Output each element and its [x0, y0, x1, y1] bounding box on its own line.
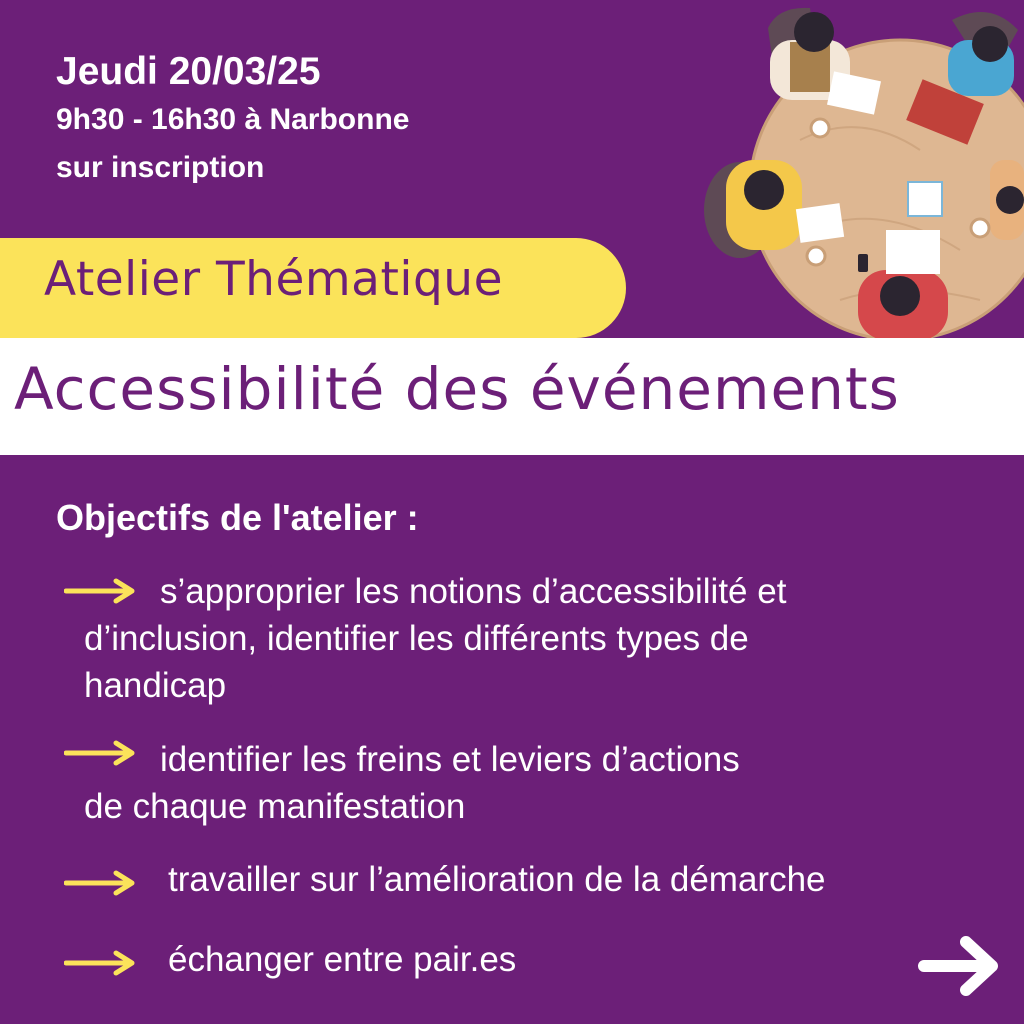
- right-arrow-icon: [64, 578, 142, 604]
- event-time-place: 9h30 - 16h30 à Narbonne: [56, 103, 410, 136]
- meeting-table-illustration: [690, 0, 1024, 372]
- event-info: [56, 48, 409, 192]
- right-arrow-icon: [64, 870, 142, 896]
- right-arrow-icon: [64, 740, 142, 766]
- objectives-heading: Objectifs de l'atelier :: [56, 497, 419, 538]
- event-date: Jeudi 20/03/25: [56, 50, 321, 93]
- next-arrow-icon[interactable]: [918, 934, 1002, 998]
- topic-label: Atelier Thématique: [44, 252, 503, 307]
- event-registration: sur inscription: [56, 151, 265, 184]
- right-arrow-icon: [64, 950, 142, 976]
- main-title: Accessibilité des événements: [14, 355, 900, 423]
